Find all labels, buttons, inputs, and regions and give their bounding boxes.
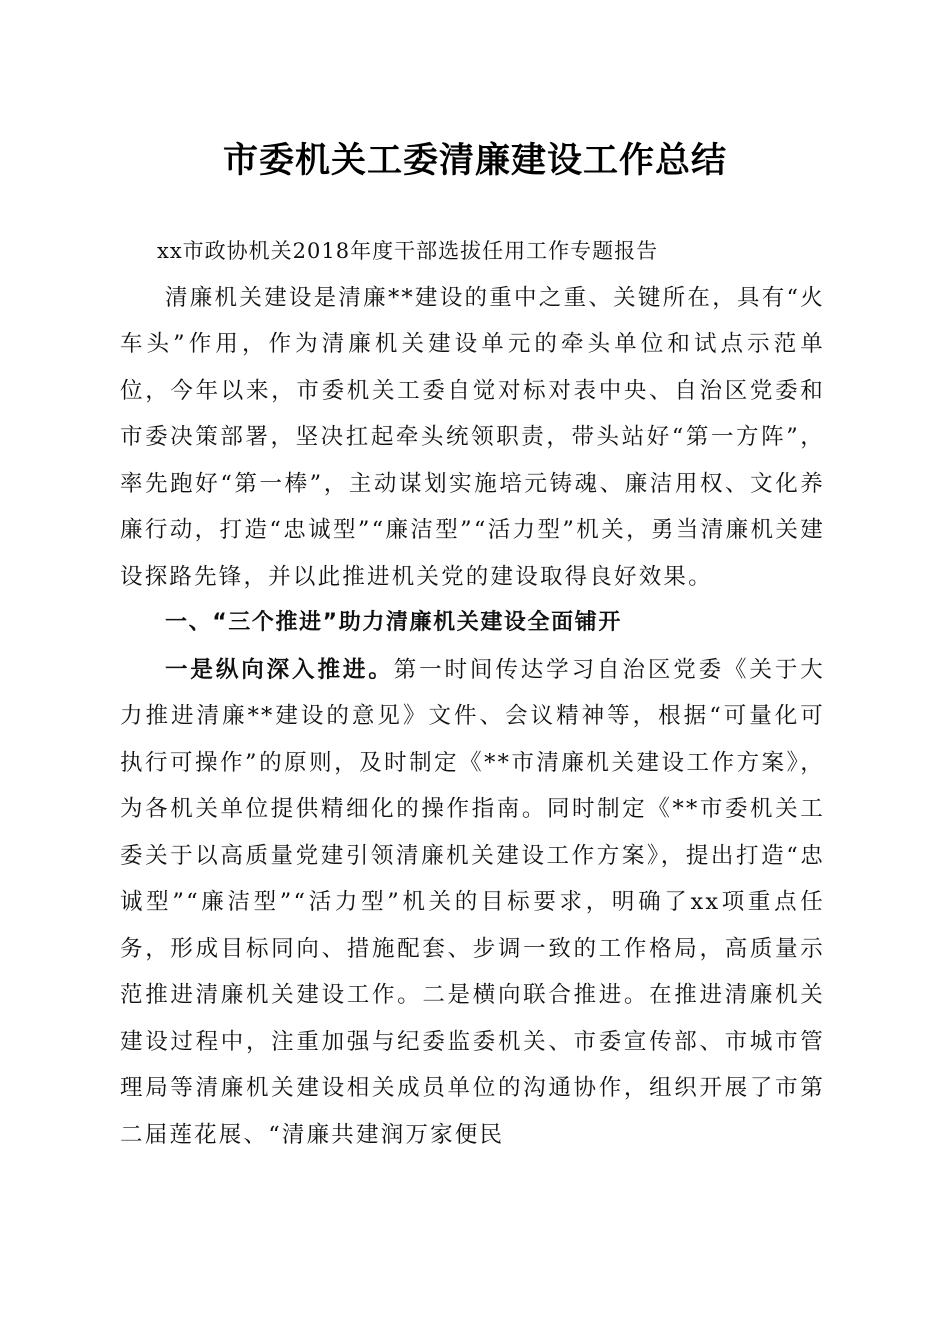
- section-heading: 一、“三个推进”助力清廉机关建设全面铺开: [165, 610, 622, 635]
- document-subtitle: xx市政协机关2018年度干部选拔任用工作专题报告: [157, 239, 659, 263]
- section-paragraph-body: 第一时间传达学习自治区党委《关于大力推进清廉**建设的意见》文件、会议精神等，根据“可量化可执行可操作”的原则，及时制定《**市清廉机关建设工作方案》，为各机关单位提供精细化的操作指南。同时制定《**市委机关工委关于以高质量党建引领清廉机关建设工作方案》，提出打造“忠诚型”“廉洁型”“活力型”机关的目标要求，明确了xx项重点任务，形成目标同向、措施配套、步调一致的工作格局，高质量示范推进清廉机关建设工作。二是横向联合推进。在推进清廉机关建设过程中，注重加强与纪委监委机关、市委宣传部、市城市管理局等清廉机关建设相关成员单位的沟通协作，组织开展了市第二届莲花展、“清廉共建润万家便民: [120, 656, 825, 1148]
- intro-paragraph: 清廉机关建设是清廉**建设的重中之重、关键所在，具有“火车头”作用，作为清廉机关建设单元的牵头单位和试点示范单位，今年以来，市委机关工委自觉对标对表中央、自治区党委和市委决策部署，坚决扛起牵头统领职责，带头站好“第一方阵”，率先跑好“第一棒”，主动谋划实施培元铸魂、廉洁用权、文化养廉行动，打造“忠诚型”“廉洁型”“活力型”机关，勇当清廉机关建设探路先锋，并以此推进机关党的建设取得良好效果。: [120, 284, 825, 590]
- document-title: 市委机关工委清廉建设工作总结: [222, 140, 727, 181]
- section-paragraph-lead: 一是纵向深入推进。: [165, 656, 394, 683]
- document-body: [120, 228, 825, 1158]
- section-paragraph: [120, 647, 825, 1159]
